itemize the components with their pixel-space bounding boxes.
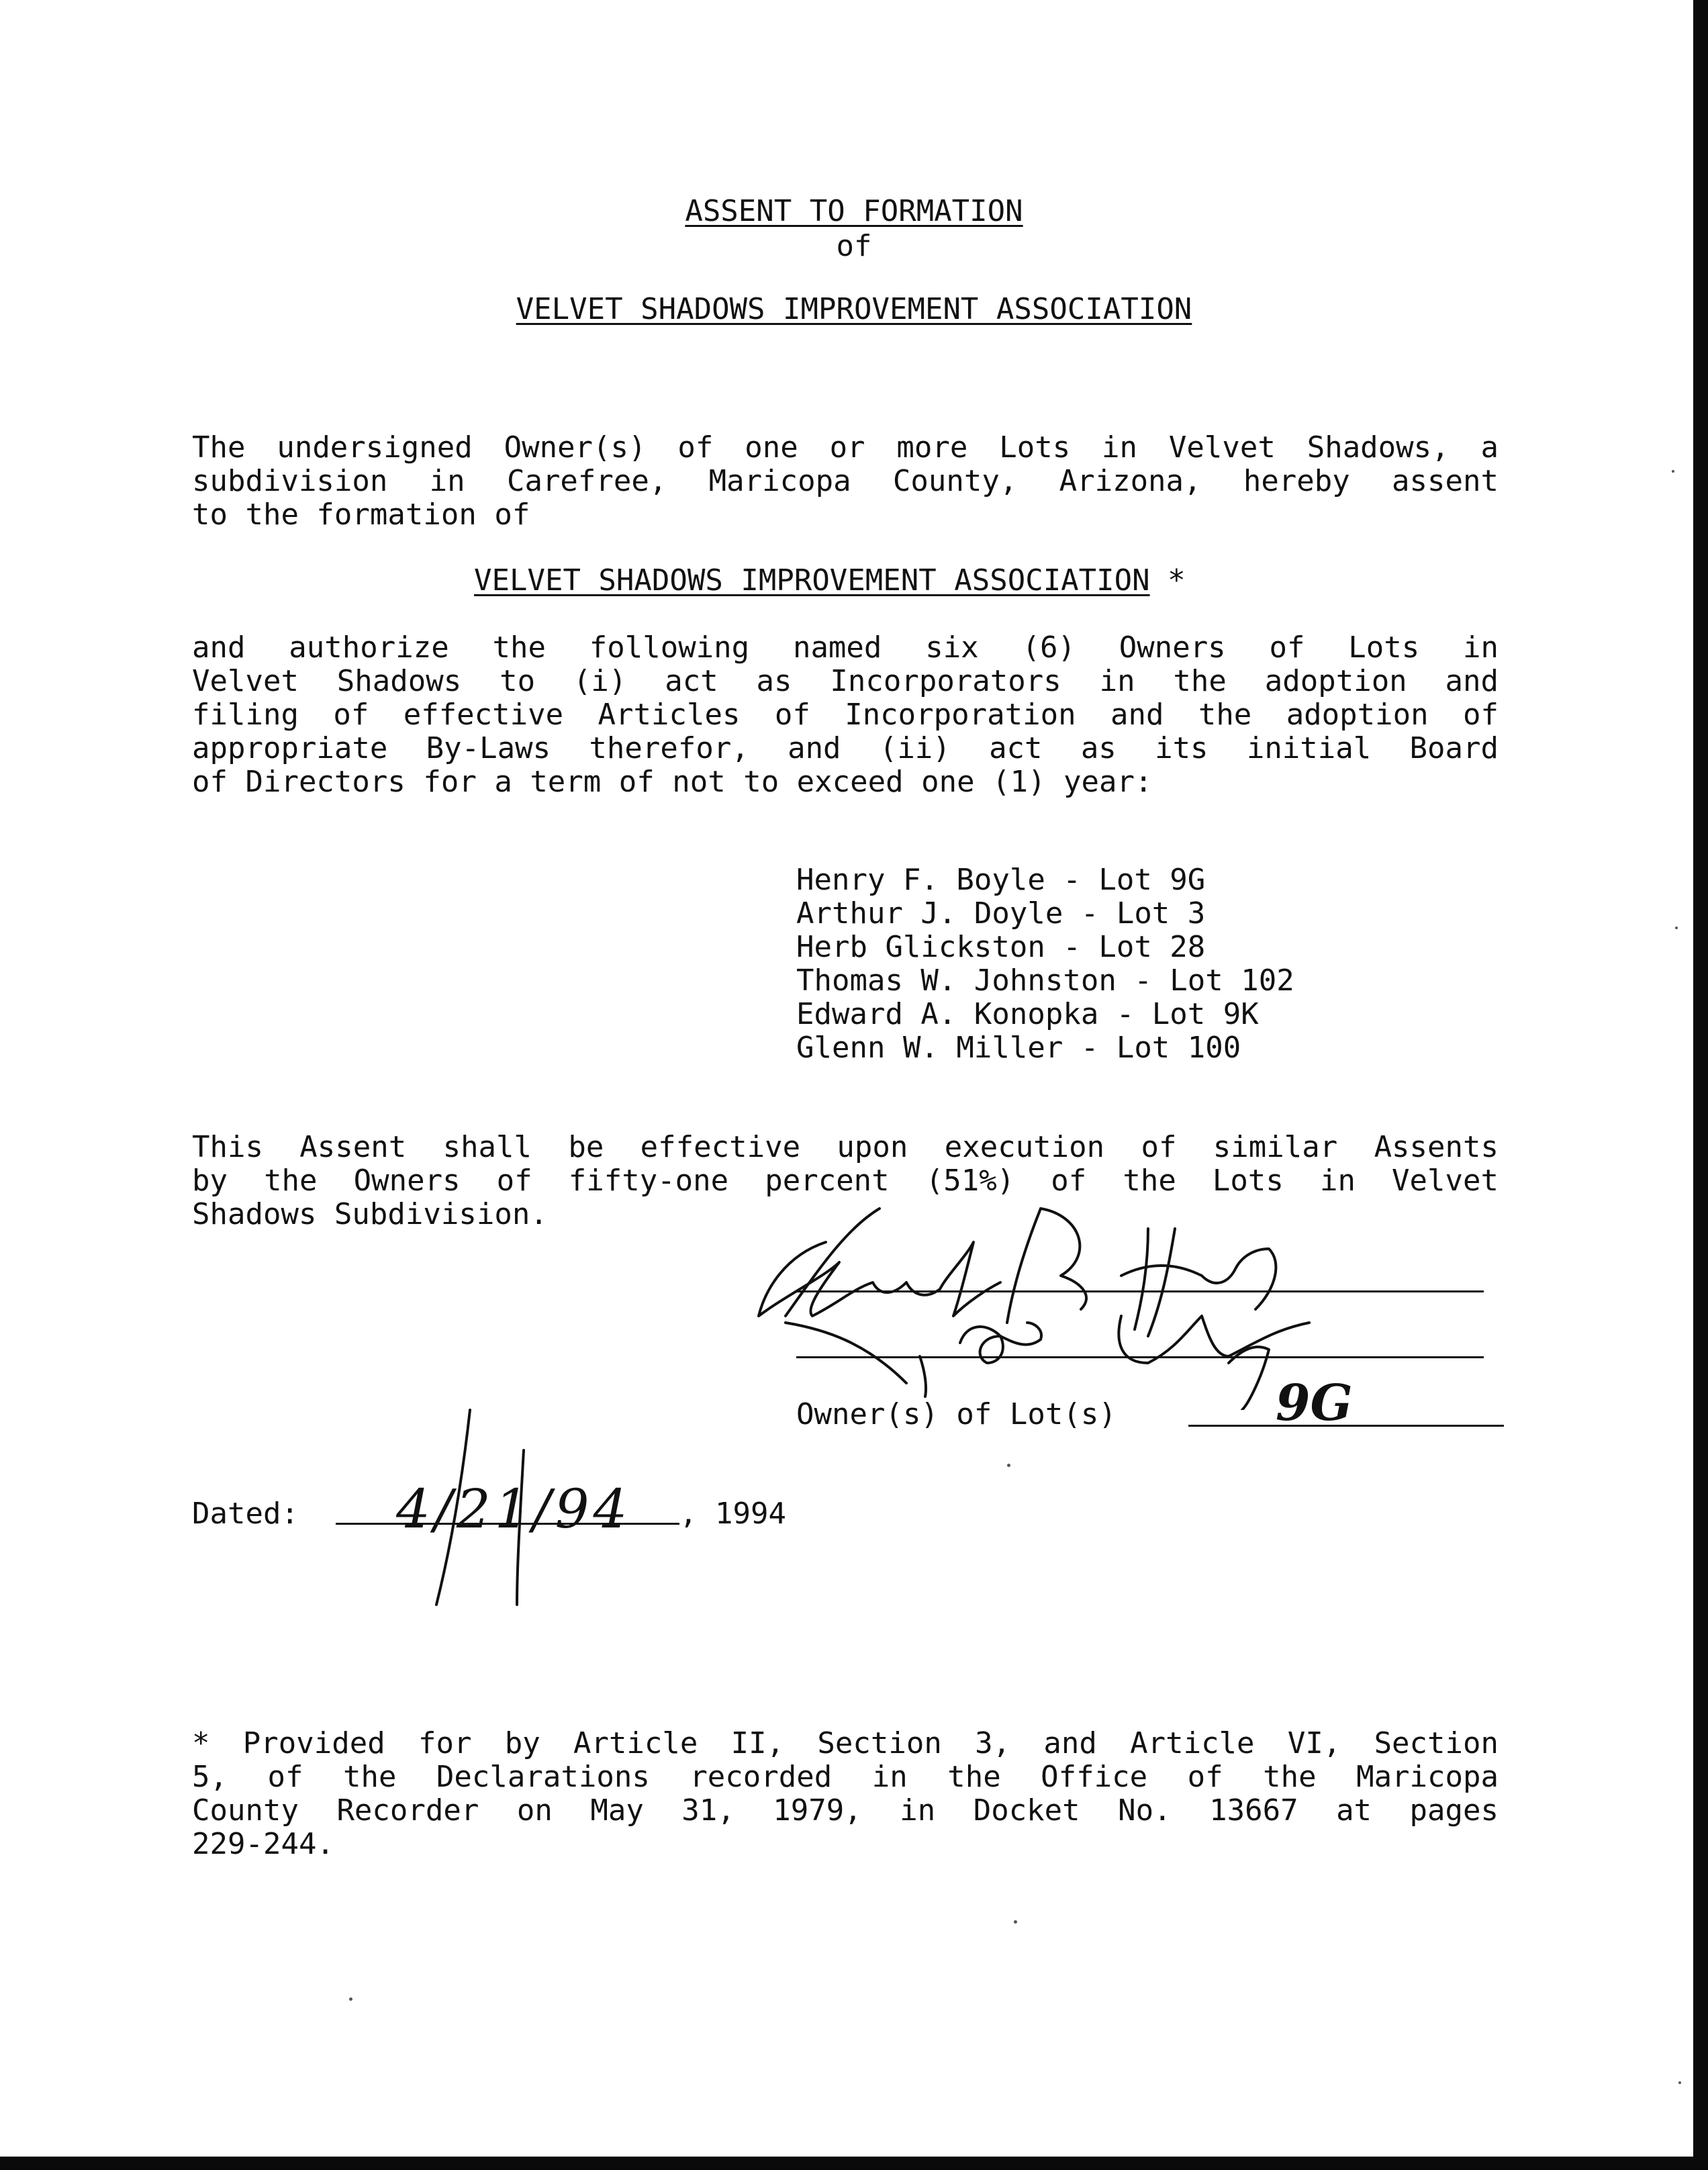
- dated-value: 4/21/94: [396, 1478, 632, 1540]
- director-6: Glenn W. Miller - Lot 100: [796, 1031, 1241, 1065]
- document-title: ASSENT TO FORMATION: [685, 194, 1023, 228]
- scan-edge-bottom: [0, 2157, 1708, 2170]
- director-5: Edward A. Konopka - Lot 9K: [796, 997, 1259, 1031]
- scan-speck: [1675, 927, 1678, 929]
- authorize-line-5: of Directors for a term of not to exceed one (1) year:: [192, 765, 1153, 799]
- association-heading: VELVET SHADOWS IMPROVEMENT ASSOCIATION: [516, 292, 1192, 326]
- director-3: Herb Glickston - Lot 28: [796, 930, 1206, 964]
- association-name: VELVET SHADOWS IMPROVEMENT ASSOCIATION: [474, 563, 1150, 598]
- effective-line-3: Shadows Subdivision.: [192, 1197, 548, 1231]
- scan-speck: [1672, 470, 1674, 473]
- intro-line-2: subdivision in Carefree, Maricopa County, Arizona, hereby assent: [192, 464, 1499, 498]
- owner-signature: [745, 1188, 1336, 1410]
- intro-line-3: to the formation of: [192, 498, 530, 532]
- authorize-line-1: and authorize the following named six (6) Owners of Lots in: [192, 630, 1499, 665]
- association-heading-2: [474, 564, 1186, 598]
- director-2: Arthur J. Doyle - Lot 3: [796, 896, 1206, 931]
- scan-speck: [1678, 2081, 1681, 2084]
- effective-line-2: by the Owners of fifty-one percent (51%) of the Lots in Velvet: [192, 1164, 1499, 1198]
- director-4: Thomas W. Johnston - Lot 102: [796, 963, 1294, 998]
- scan-speck: [1007, 1464, 1010, 1467]
- owner-lot-label: Owner(s) of Lot(s): [796, 1397, 1117, 1431]
- footnote-line-3: County Recorder on May 31, 1979, in Docket No. 13667 at pages: [192, 1793, 1499, 1828]
- footnote-marker: *: [1168, 563, 1186, 598]
- scan-speck: [1014, 1920, 1017, 1924]
- intro-line-1: The undersigned Owner(s) of one or more Lots in Velvet Shadows, a: [192, 430, 1499, 465]
- effective-line-1: This Assent shall be effective upon execution of similar Assents: [192, 1130, 1499, 1164]
- authorize-line-2: Velvet Shadows to (i) act as Incorporators in the adoption and: [192, 664, 1499, 698]
- authorize-line-3: filing of effective Articles of Incorporation and the adoption of: [192, 698, 1499, 732]
- dated-label: Dated:: [192, 1497, 299, 1531]
- owner-lot-value: 9G: [1276, 1374, 1353, 1432]
- footnote-line-4: 229-244.: [192, 1827, 334, 1861]
- director-1: Henry F. Boyle - Lot 9G: [796, 863, 1206, 897]
- footnote-line-2: 5, of the Declarations recorded in the Office of the Maricopa: [192, 1760, 1499, 1794]
- scan-edge-right: [1693, 0, 1708, 2170]
- footnote-line-1: * Provided for by Article II, Section 3, and Article VI, Section: [192, 1726, 1499, 1760]
- date-slash-marks: [416, 1403, 551, 1618]
- dated-year: , 1994: [679, 1497, 786, 1531]
- title-of: of: [836, 229, 872, 263]
- scan-speck: [349, 1997, 352, 2001]
- authorize-line-4: appropriate By-Laws therefor, and (ii) act as its initial Board: [192, 731, 1499, 765]
